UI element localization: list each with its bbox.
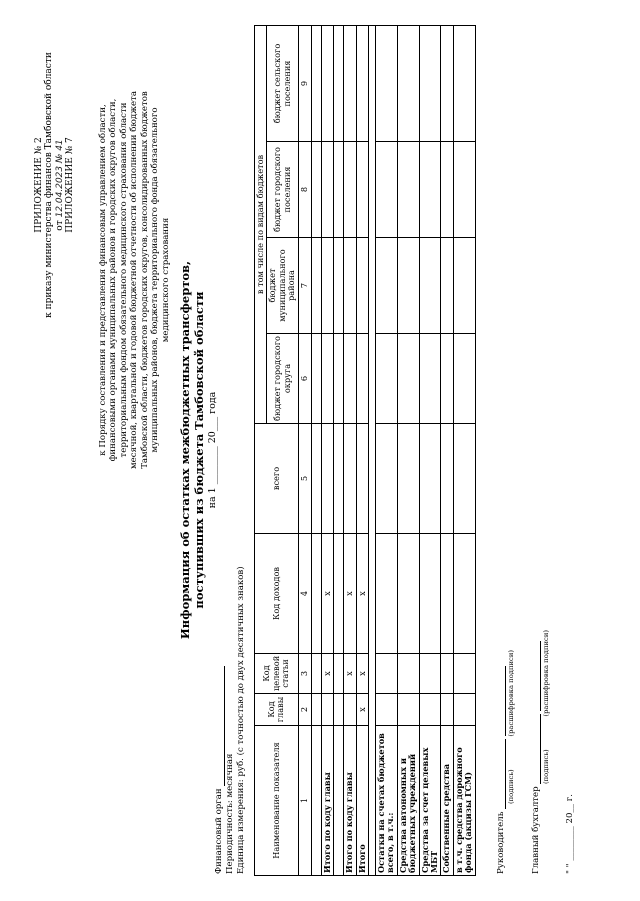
appendix-date-prefix: от [54, 220, 65, 231]
row-label: Собственные средства [441, 726, 453, 876]
cell: x [356, 654, 368, 694]
procedure-line: территориальным фондом обязательного медицинского страхования области [118, 102, 129, 458]
table-gap [368, 26, 375, 876]
table-row [356, 26, 368, 876]
cell [311, 654, 321, 694]
row-label: Итого [356, 726, 368, 876]
col-number: 4 [298, 534, 311, 654]
procedure-line: медицинского страхования [160, 217, 171, 343]
cell: x [344, 534, 356, 654]
row-label [334, 726, 344, 876]
column-numbers-row [298, 26, 311, 876]
header-income: Код доходов [255, 534, 299, 654]
signature-date: " " ________ 20__ г. [565, 794, 576, 874]
procedure-line: к Порядку составления и представления финансовым управлением области, [98, 104, 108, 456]
rotated-sheet [28, 20, 588, 880]
table-row [419, 26, 441, 876]
transfers-table [254, 25, 476, 876]
cell [344, 334, 356, 424]
cell [321, 238, 333, 334]
procedure-line: месячной, квартальной и годовой бюджетной отчетности об исполнении бюджета [129, 90, 140, 470]
cell [344, 142, 356, 238]
head-label: Руководитель [496, 811, 506, 874]
header-chapter: Код главы [255, 694, 299, 726]
title-line-1: Информация об остатках межбюджетных трансфертов, [178, 260, 192, 640]
cell [311, 238, 321, 334]
signature-block [496, 630, 576, 874]
appendix-date [55, 20, 65, 350]
cell [344, 424, 356, 534]
cell [334, 534, 344, 654]
cell [321, 424, 333, 534]
appendix-number: ПРИЛОЖЕНИЕ № 2 [34, 137, 44, 233]
cell [321, 334, 333, 424]
header-target: Код целевой статьи [255, 654, 299, 694]
col-number: 8 [298, 142, 311, 238]
table-row [441, 26, 453, 876]
title-line-2: поступивших из бюджета Тамбовской области [192, 291, 207, 609]
cell [356, 238, 368, 334]
appendix-header [34, 20, 75, 350]
accountant-decode-caption: (расшифровка подписи) [541, 629, 550, 717]
col-number: 7 [298, 238, 311, 334]
cell: x [356, 694, 368, 726]
fin-organ-blank [215, 666, 225, 786]
head-signature [496, 630, 517, 874]
cell [311, 334, 321, 424]
accountant-sign-line [531, 714, 541, 784]
row-label: в т.ч. средства дорожного фонда (акцизы ГСМ) [453, 726, 475, 876]
appendix-number-7: ПРИЛОЖЕНИЕ № 7 [65, 137, 76, 233]
cell [344, 694, 356, 726]
table-row [397, 26, 419, 876]
cell [344, 238, 356, 334]
table-row [453, 26, 475, 876]
cell [334, 424, 344, 534]
table-row [311, 26, 321, 876]
cell [356, 424, 368, 534]
head-decode-line [496, 666, 506, 736]
header-total: всего [255, 424, 299, 534]
row-label: Итого по коду главы [321, 726, 333, 876]
row-label: Остатки на счетах бюджетов всего, в т.ч.: [375, 726, 397, 876]
cell [321, 142, 333, 238]
fin-organ-label: Финансовый орган [214, 788, 224, 874]
header-name: Наименование показателя [255, 726, 299, 876]
cell [334, 26, 344, 142]
cell [311, 534, 321, 654]
fin-organ-field [214, 566, 225, 874]
accountant-signature [531, 630, 552, 874]
procedure-line: муниципальных районов, бюджета территориального фонда обязательного [150, 107, 161, 453]
cell: x [356, 534, 368, 654]
accountant-sign-caption: (подпись) [541, 749, 550, 784]
cell [356, 26, 368, 142]
periodicity: Периодичность: месячная [225, 753, 236, 874]
cell [356, 334, 368, 424]
cell [356, 142, 368, 238]
col-number: 5 [298, 424, 311, 534]
col-number: 3 [298, 654, 311, 694]
header-city-district: бюджет городского округа [267, 334, 298, 424]
report-meta [214, 566, 248, 874]
row-label: Средства автономных и бюджетных учреждений [397, 726, 419, 876]
report-period: на 1 ________ 20___ года [206, 391, 218, 509]
table-row [334, 26, 344, 876]
cell [321, 694, 333, 726]
document-title [178, 20, 219, 880]
header-mun-district: бюджет муниципального района [267, 238, 298, 334]
procedure-line: финансовыми органами муниципальных районов и городских округов области, [108, 98, 119, 462]
col-number: 9 [298, 26, 311, 142]
table-row [344, 26, 356, 876]
unit-of-measure: Единица измерения: руб. (с точностью до двух десятичных знаков) [236, 566, 247, 874]
cell [334, 334, 344, 424]
table-row [321, 26, 333, 876]
cell [334, 238, 344, 334]
header-rural-settlement: бюджет сельского поселения [267, 26, 298, 142]
table-row [375, 26, 397, 876]
cell [321, 26, 333, 142]
cell: x [321, 654, 333, 694]
head-sign-caption: (подпись) [507, 769, 516, 804]
accountant-label: Главный бухгалтер [530, 786, 541, 874]
cell: x [321, 534, 333, 654]
col-number: 1 [298, 726, 311, 876]
row-label: Итого по коду главы [344, 726, 356, 876]
cell [334, 694, 344, 726]
row-label [311, 726, 321, 876]
header-including: в том числе по видам бюджетов [255, 26, 267, 424]
accountant-decode-line [531, 641, 541, 711]
cell [344, 26, 356, 142]
procedure-text [98, 20, 171, 540]
col-number: 6 [298, 334, 311, 424]
header-city-settlement: бюджет городского поселения [267, 142, 298, 238]
cell: x [344, 654, 356, 694]
row-label: Средства за счет целевых МБТ [419, 726, 441, 876]
head-decode-caption: (расшифровка подписи) [507, 649, 516, 737]
cell [311, 694, 321, 726]
cell [311, 424, 321, 534]
cell [334, 654, 344, 694]
head-sign-line [496, 739, 506, 809]
appendix-order: к приказу министерства финансов Тамбовской области [44, 52, 55, 318]
col-number: 2 [298, 694, 311, 726]
procedure-line: Тамбовской области, бюджетов городских округов, консолидированных бюджетов [139, 91, 150, 469]
cell [334, 142, 344, 238]
handwritten-date: 12.04.2023 № 41 [54, 139, 65, 218]
cell [311, 26, 321, 142]
cell [311, 142, 321, 238]
